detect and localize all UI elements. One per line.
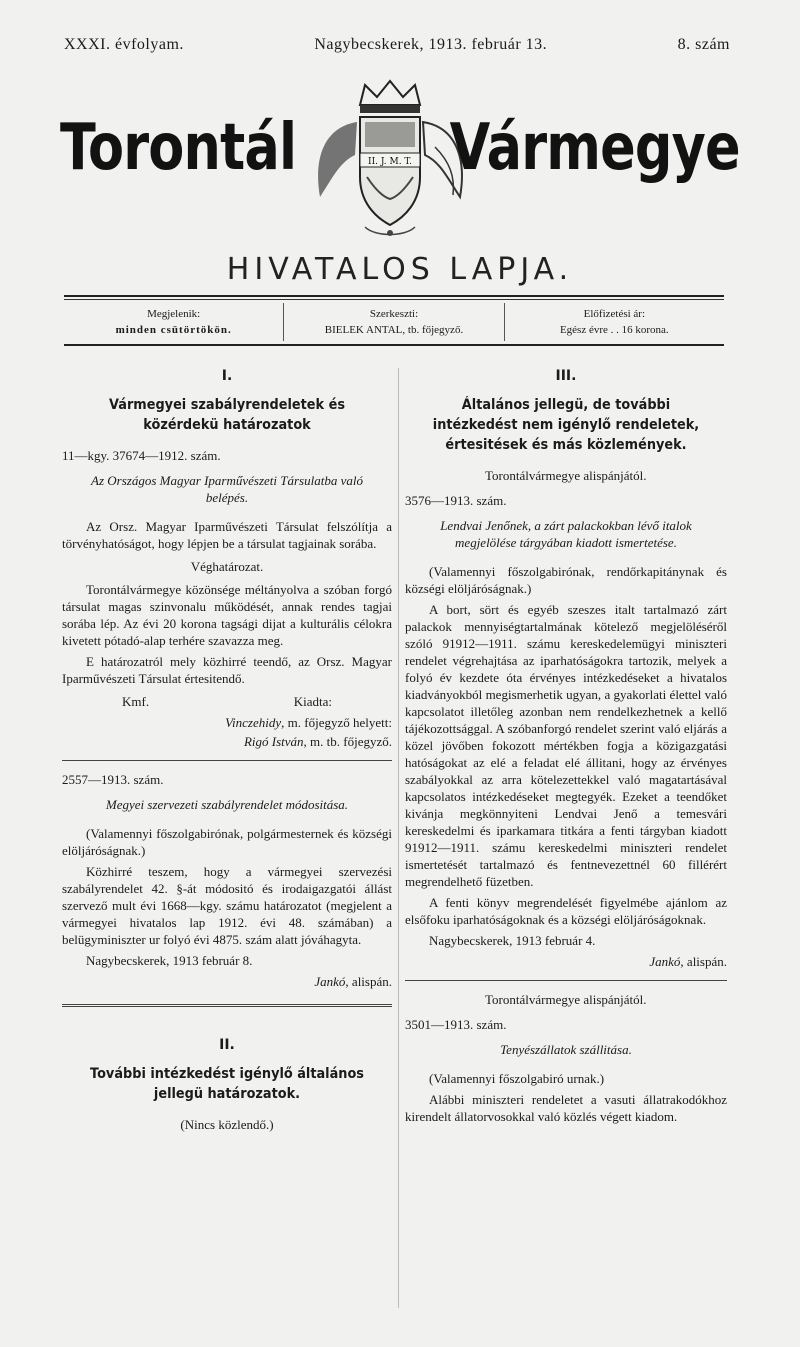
header-rule-bottom xyxy=(64,344,724,346)
right-column xyxy=(405,368,727,1129)
article-4-subject: Tenyészállatok szállitása. xyxy=(500,1042,632,1057)
article-1-kmf-row xyxy=(62,693,392,710)
article-3-paragraph-1: A bort, sört és egyéb szeszes italt tartalmazó zárt palackok mennyiségtartalmának kötelező megjelöléséről szóló 91912—1911. számu kereskedelemügyi miniszteri rendelet végrehajtása az iparhatóságokra tartozik, melyek a folyó év kezdete óta érvényes intézkedéseket a hivatalos kiadványokból megismerhetik ugyan, a gyakorlati élettel való kapcsolatot illetőleg azonban nem rendelkezhetnek a kellő tájékozottsággal. A szóbanforgó rendelet szerint való eljárás a közel jövőben fokozott mértékben fogja a közigazgatási hatóságokat az elé a feladat elé állitani, hogy az érvényes szabályokkal az arra kötelezettekkel való magatartásával kapcsolatos intézkedéseket megtegyék. Ezeket a teendőket kivánja megkönnyiteni Lendvai Jenő a temesvári kereskedelmi és iparkamara titkára a fenti tárgyban kiadott 91912—1911. számu kereskedelmi miniszteri rendelet ismertetését tartalmazó és fentnevezettnél 60 fillérért megrendelhető füzetben. xyxy=(405,602,727,889)
article-2-paragraph-1: Közhirré teszem, hogy a vármegyei szervezési szabályrendelet 42. §-át módositó és irodaigazgatói állást szervező mult évi 1668—kgy. számu határozatot (megjelent a vármegyei hivatalos lap 1912. évi 48. számában) a belügyminiszter ur folyó évi 4875. szám alatt jóváhagyta. xyxy=(62,864,392,947)
section-1-title: Vármegyei szabályrendeletek és közérdekü határozatok xyxy=(108,397,346,433)
header-rule-top-thin xyxy=(64,299,724,300)
section-divider xyxy=(62,1004,392,1007)
section-2-note: (Nincs közlendő.) xyxy=(180,1117,274,1132)
section-3-title: Általános jellegü, de további intézkedést nem igénylő rendeletek, értesitések és más közlemények. xyxy=(432,397,700,453)
article-3-addressee: (Valamennyi főszolgabirónak, rendőrkapitánynak és községi elöljáróságnak.) xyxy=(405,564,727,596)
kmf-label: Kmf. xyxy=(122,694,150,709)
article-1-paragraph-1: Az Orsz. Magyar Iparművészeti Társulat felszólítja a törvényhatóságot, hogy lépjen be a társulat tagjainak sorába. xyxy=(62,519,392,551)
signer-2-role: , m. tb. főjegyző. xyxy=(303,734,392,749)
article-1-paragraph-2: Torontálvármegye közönsége méltányolva a szóban forgó társulat magas szinvonalu működését, annak rendes tagjai sorába lép. Az évi 20 korona tagsági dijat a kulturális célokra kivetett pótadó-alap terhére szavazza meg. xyxy=(62,582,392,648)
article-divider xyxy=(405,980,727,981)
article-3-paragraph-2: A fenti könyv megrendelését figyelmébe ajánlom az elsőfoku iparhatóságoknak és a községi elöljáróságoknak. xyxy=(405,895,727,927)
title-right: Vármegye xyxy=(449,111,740,185)
source-1: Torontálvármegye alispánjától. xyxy=(485,468,647,483)
info-price xyxy=(504,303,724,341)
editor-value: BIELEK ANTAL, tb. főjegyző. xyxy=(324,324,464,336)
article-2-place-date: Nagybecskerek, 1913 február 8. xyxy=(86,953,253,968)
article-4-addressee: (Valamennyi főszolgabiró urnak.) xyxy=(429,1071,605,1086)
crest-text: II. J. M. T. xyxy=(368,157,412,167)
article-3-place-date: Nagybecskerek, 1913 február 4. xyxy=(429,933,596,948)
signer-role: , alispán. xyxy=(345,974,392,989)
article-4-paragraph-1: Alábbi miniszteri rendeletet a vasuti állatrakodókhoz kirendelt állatorvosokkal való közlés végett kiadom. xyxy=(405,1092,727,1124)
article-2-addressee: (Valamennyi főszolgabirónak, polgármesternek és községi elöljáróságnak.) xyxy=(62,826,392,858)
signer-2-name: Rigó István xyxy=(243,734,304,749)
article-1-resolution: Véghatározat. xyxy=(190,559,264,574)
signer-role: , alispán. xyxy=(680,954,727,969)
subtitle: HIVATALOS LAPJA. xyxy=(226,252,574,287)
section-2-numeral: II. xyxy=(219,1037,235,1053)
issue-number: 8. szám xyxy=(677,36,730,53)
masthead xyxy=(60,85,740,235)
editor-label: Szerkeszti: xyxy=(369,308,419,320)
section-2-title: További intézkedést igénylő általános jellegü határozatok. xyxy=(90,1066,364,1102)
article-4-ref: 3501—1913. szám. xyxy=(405,1017,507,1032)
kiadta-label: Kiadta: xyxy=(293,694,332,709)
article-2-ref: 2557—1913. szám. xyxy=(62,772,164,787)
article-3-ref: 3576—1913. szám. xyxy=(405,493,507,508)
info-editor xyxy=(283,303,503,341)
header-rule-top xyxy=(64,295,724,297)
article-2-signature xyxy=(62,973,392,990)
section-3-numeral: III. xyxy=(555,368,577,384)
place-date: Nagybecskerek, 1913. február 13. xyxy=(314,36,548,53)
article-1-paragraph-3: E határozatról mely közhirré teendő, az Orsz. Magyar Iparművészeti Társulat értesitendő. xyxy=(62,654,392,686)
article-1-subject: Az Országos Magyar Iparművészeti Társulatba való belépés. xyxy=(91,473,363,505)
section-1-numeral: I. xyxy=(221,368,233,384)
info-box xyxy=(64,303,724,341)
signer-name: Jankó xyxy=(314,974,346,989)
article-2-subject: Megyei szervezeti szabályrendelet módositása. xyxy=(105,797,349,812)
price-value: Egész évre . . 16 korona. xyxy=(559,324,669,336)
article-3-signature xyxy=(405,953,727,970)
left-column xyxy=(62,368,392,1139)
info-appears xyxy=(64,303,283,341)
column-separator xyxy=(398,368,399,1308)
price-label: Előfizetési ár: xyxy=(583,308,646,320)
signer-name: Jankó xyxy=(649,954,681,969)
article-divider xyxy=(62,760,392,761)
title-left: Torontál xyxy=(60,111,297,185)
article-1-signature-1 xyxy=(62,714,392,731)
issue-header xyxy=(64,36,730,54)
article-3-subject: Lendvai Jenőnek, a zárt palackokban lévő italok megjelölése tárgyában kiadott ismertetése. xyxy=(440,518,692,550)
appears-label: Megjelenik: xyxy=(147,308,201,320)
signer-1-name: Vinczehidy xyxy=(225,715,282,730)
article-1-signature-2 xyxy=(62,733,392,750)
signer-1-role: , m. főjegyző helyett: xyxy=(281,715,392,730)
volume-label: XXXI. évfolyam. xyxy=(64,36,184,53)
appears-value: minden csütörtökön. xyxy=(115,324,232,336)
article-1-ref: 11—kgy. 37674—1912. szám. xyxy=(62,448,221,463)
source-2: Torontálvármegye alispánjától. xyxy=(485,992,647,1007)
